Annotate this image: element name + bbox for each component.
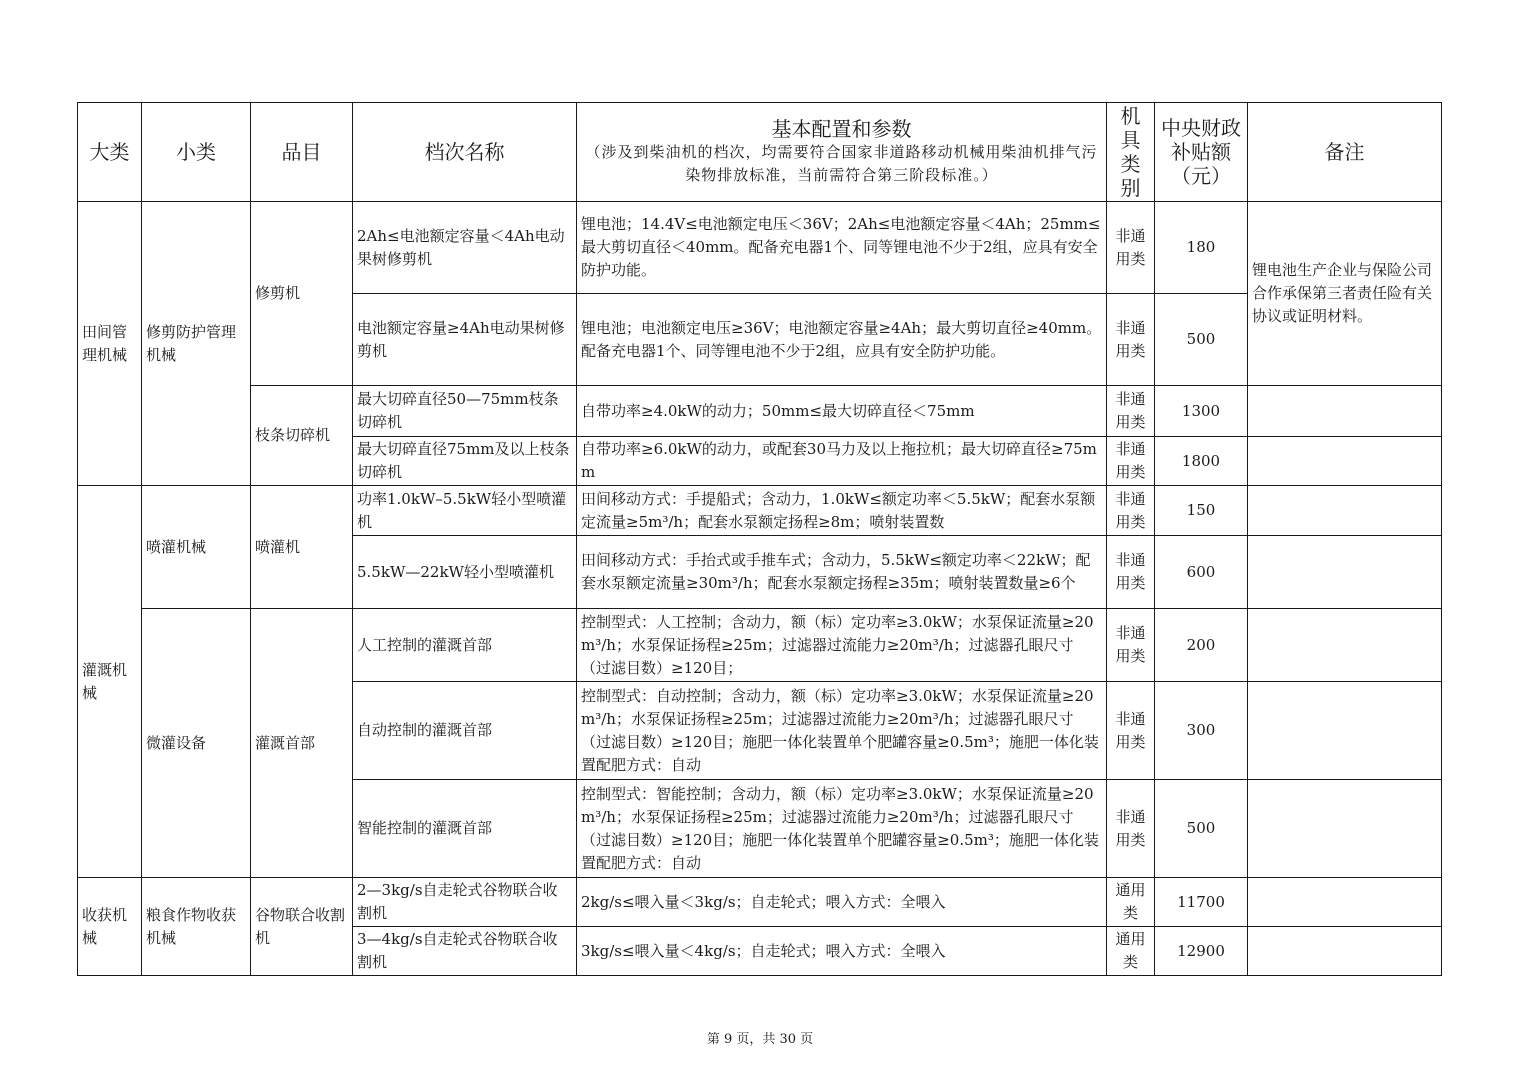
header-remark: 备注 (1248, 103, 1442, 202)
subsidy-table (77, 102, 1442, 976)
cell-config: 控制型式：人工控制；含动力，额（标）定功率≥3.0kW；水泵保证流量≥20m³/h；水泵保证扬程≥25m；过滤器过流能力≥20m³/h；过滤器孔眼尺寸（过滤目数）≥120目； (577, 609, 1107, 682)
cell-machine-type: 非通用类 (1107, 609, 1155, 682)
cell-machine-type: 非通用类 (1107, 202, 1155, 294)
cell-grade-name: 2Ah≤电池额定容量＜4Ah电动果树修剪机 (353, 202, 577, 294)
table-row (78, 202, 1442, 294)
cell-minor-category: 喷灌机械 (142, 486, 251, 609)
cell-machine-type: 非通用类 (1107, 780, 1155, 878)
cell-grade-name: 自动控制的灌溉首部 (353, 682, 577, 780)
cell-remark (1248, 437, 1442, 486)
header-config-note: （涉及到柴油机的档次，均需要符合国家非道路移动机械用柴油机排气污染物排放标准，当前需符合第三阶段标准。） (585, 143, 1098, 184)
table-row (78, 878, 1442, 927)
cell-config: 3kg/s≤喂入量＜4kg/s；自走轮式；喂入方式：全喂入 (577, 927, 1107, 976)
cell-remark (1248, 780, 1442, 878)
cell-config (577, 486, 1107, 536)
cell-subsidy: 500 (1155, 294, 1248, 386)
cell-remark (1248, 386, 1442, 437)
header-config-title: 基本配置和参数 (771, 117, 912, 141)
cell-grade-name: 2—3kg/s自走轮式谷物联合收割机 (353, 878, 577, 927)
cell-item: 喷灌机 (251, 486, 353, 609)
cell-minor-category: 修剪防护管理机械 (142, 202, 251, 486)
cell-grade-name: 3—4kg/s自走轮式谷物联合收割机 (353, 927, 577, 976)
table-header-row (78, 103, 1442, 202)
cell-grade-name: 最大切碎直径50—75mm枝条切碎机 (353, 386, 577, 437)
cell-subsidy: 1300 (1155, 386, 1248, 437)
cell-machine-type: 非通用类 (1107, 682, 1155, 780)
cell-remark (1248, 927, 1442, 976)
cell-grade-name: 智能控制的灌溉首部 (353, 780, 577, 878)
cell-subsidy: 11700 (1155, 878, 1248, 927)
cell-remark (1248, 609, 1442, 682)
cell-item: 谷物联合收割机 (251, 878, 353, 976)
header-item: 品目 (251, 103, 353, 202)
cell-remark (1248, 682, 1442, 780)
cell-remark: 锂电池生产企业与保险公司合作承保第三者责任险有关协议或证明材料。 (1248, 202, 1442, 386)
header-grade-name: 档次名称 (353, 103, 577, 202)
cell-machine-type: 通用类 (1107, 878, 1155, 927)
cell-remark (1248, 878, 1442, 927)
cell-subsidy: 600 (1155, 536, 1248, 609)
cell-major-category: 田间管理机械 (78, 202, 142, 486)
cell-machine-type: 非通用类 (1107, 294, 1155, 386)
cell-subsidy: 500 (1155, 780, 1248, 878)
cell-machine-type: 非通用类 (1107, 486, 1155, 536)
cell-config: 自带功率≥6.0kW的动力，或配套30马力及以上拖拉机；最大切碎直径≥75mm (577, 437, 1107, 486)
cell-grade-name: 最大切碎直径75mm及以上枝条切碎机 (353, 437, 577, 486)
cell-config: 锂电池；14.4V≤电池额定电压＜36V；2Ah≤电池额定容量＜4Ah；25mm≤最大剪切直径＜40mm。配备充电器1个、同等锂电池不少于2组，应具有安全防护功能。 (577, 202, 1107, 294)
cell-subsidy: 200 (1155, 609, 1248, 682)
cell-remark (1248, 486, 1442, 536)
cell-machine-type: 通用类 (1107, 927, 1155, 976)
cell-subsidy: 150 (1155, 486, 1248, 536)
cell-minor-category: 粮食作物收获机械 (142, 878, 251, 976)
cell-subsidy: 180 (1155, 202, 1248, 294)
cell-machine-type: 非通用类 (1107, 386, 1155, 437)
cell-config: 控制型式：自动控制；含动力，额（标）定功率≥3.0kW；水泵保证流量≥20m³/h；水泵保证扬程≥25m；过滤器过流能力≥20m³/h；过滤器孔眼尺寸（过滤目数）≥120目；施肥一体化装置单个肥罐容量≥0.5m³；施肥一体化装置配肥方式：自动 (577, 682, 1107, 780)
cell-major-category: 收获机械 (78, 878, 142, 976)
cell-item: 修剪机 (251, 202, 353, 386)
cell-item: 灌溉首部 (251, 609, 353, 878)
cell-config: 田间移动方式：手抬式或手推车式；含动力，5.5kW≤额定功率＜22kW；配套水泵额定流量≥30m³/h；配套水泵额定扬程≥35m；喷射装置数量≥6个 (577, 536, 1107, 609)
cell-machine-type: 非通用类 (1107, 536, 1155, 609)
table-row (78, 386, 1442, 437)
cell-subsidy: 300 (1155, 682, 1248, 780)
cell-machine-type: 非通用类 (1107, 437, 1155, 486)
header-config (577, 103, 1107, 202)
cell-config: 自带功率≥4.0kW的动力；50mm≤最大切碎直径＜75mm (577, 386, 1107, 437)
cell-config: 控制型式：智能控制；含动力，额（标）定功率≥3.0kW；水泵保证流量≥20m³/h；水泵保证扬程≥25m；过滤器过流能力≥20m³/h；过滤器孔眼尺寸（过滤目数）≥120目；施肥一体化装置单个肥罐容量≥0.5m³；施肥一体化装置配肥方式：自动 (577, 780, 1107, 878)
page-footer: 第 9 页，共 30 页 (706, 1032, 814, 1047)
table-row (78, 609, 1442, 682)
cell-remark (1248, 536, 1442, 609)
cell-subsidy: 1800 (1155, 437, 1248, 486)
cell-config: 锂电池；电池额定电压≥36V；电池额定容量≥4Ah；最大剪切直径≥40mm。配备充电器1个、同等锂电池不少于2组，应具有安全防护功能。 (577, 294, 1107, 386)
cell-grade-name: 5.5kW—22kW轻小型喷灌机 (353, 536, 577, 609)
cell-subsidy: 12900 (1155, 927, 1248, 976)
header-machine-type: 机具类别 (1107, 103, 1155, 202)
header-subsidy: 中央财政补贴额（元） (1155, 103, 1248, 202)
cell-grade-name: 电池额定容量≥4Ah电动果树修剪机 (353, 294, 577, 386)
cell-grade-name: 功率1.0kW–5.5kW轻小型喷灌机 (353, 486, 577, 536)
header-minor-category: 小类 (142, 103, 251, 202)
table-row (78, 486, 1442, 536)
cell-grade-name: 人工控制的灌溉首部 (353, 609, 577, 682)
cell-config: 2kg/s≤喂入量＜3kg/s；自走轮式；喂入方式：全喂入 (577, 878, 1107, 927)
cell-config-text: 田间移动方式：手提船式；含动力，1.0kW≤额定功率＜5.5kW；配套水泵额定流量≥5m³/h；配套水泵额定扬程≥8m；喷射装置数 (581, 489, 1096, 531)
cell-minor-category: 微灌设备 (142, 609, 251, 878)
cell-major-category: 灌溉机械 (78, 486, 142, 878)
cell-item: 枝条切碎机 (251, 386, 353, 486)
header-major-category: 大类 (78, 103, 142, 202)
